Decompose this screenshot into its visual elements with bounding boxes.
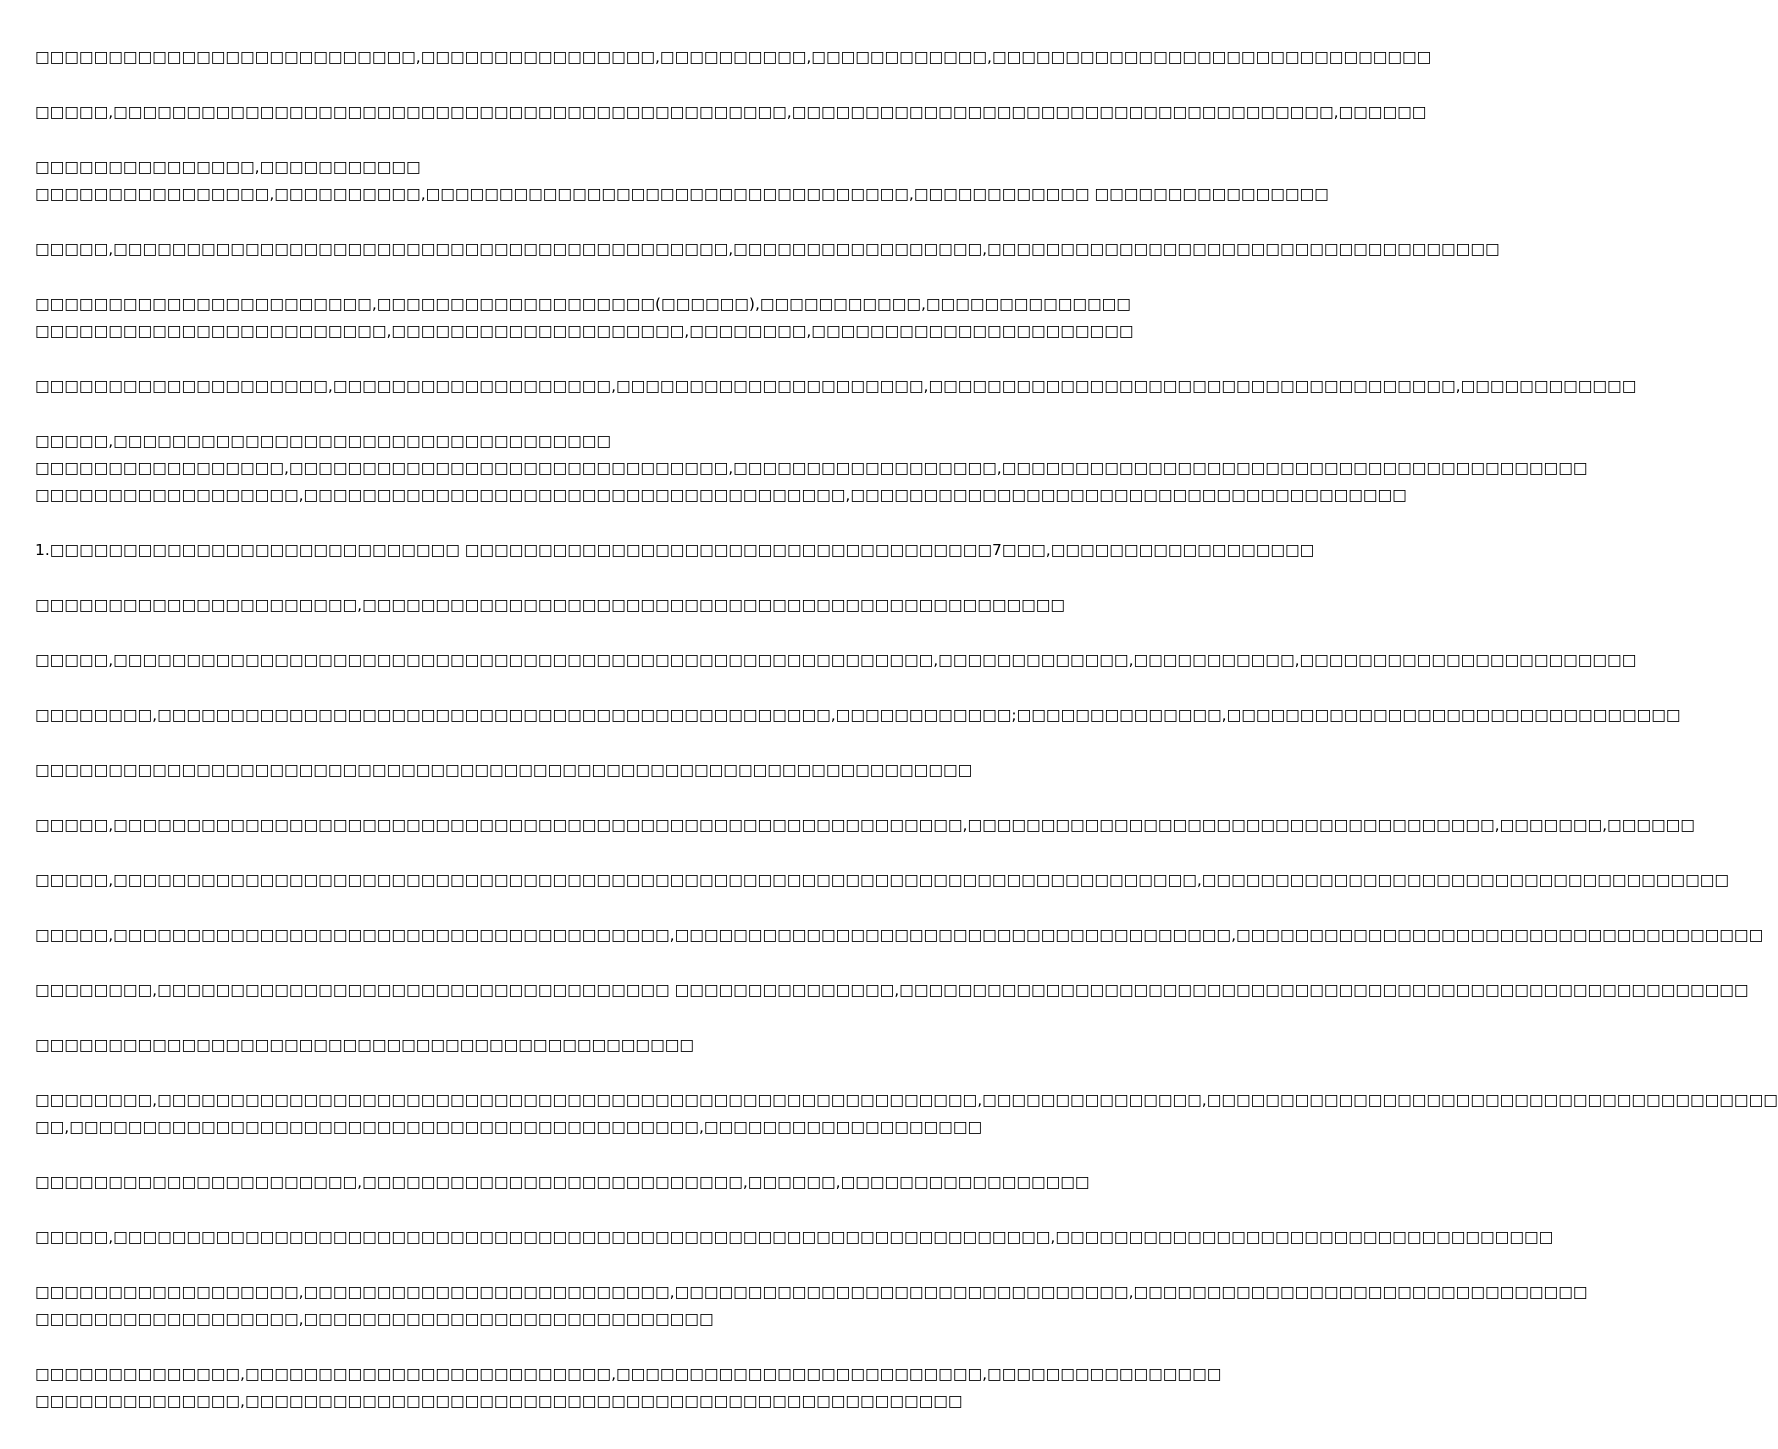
paragraph-line: □□□□□,□□□□□□□□□□□□□□□□□□□□□□□□□□□□□□□□□□□□□□□□□□□□□□□□□□□□□□□□□□□□□□□□□□□□□□□□□□,□□□□□□□□□□□□□□□□□□□□□□□□□□□□□□□□□□□□ [35,871,1730,889]
paragraph-line: 1.□□□□□□□□□□□□□□□□□□□□□□□□□□□□ □□□□□□□□□□□□□□□□□□□□□□□□□□□□□□□□□□□□7□□□,□□□□□□□□□□□□□□□□□□ [35,541,1315,559]
paragraph-line: □□□□□□□□□□□□□□□□□□□□□□,□□□□□□□□□□□□□□□□□□□□□□□□□□□□□□□□□□□□□□□□□□□□□□□□ [35,596,1066,614]
paragraph [35,757,989,784]
paragraph [35,236,1500,263]
paragraph [35,1361,1222,1415]
paragraph-line: □□□□□□□□□□□□□□□□□□□□□□□,□□□□□□□□□□□□□□□□□□□(□□□□□□),□□□□□□□□□□□,□□□□□□□□□□□□□□ [35,295,1131,313]
paragraph-line: □□□□□□□□□□□□□□□□□□,□□□□□□□□□□□□□□□□□□□□□□□□□□□□□□□□□□□□□,□□□□□□□□□□□□□□□□□□□□□□□□□□□□□□□□□□□□□□ [35,486,1407,504]
paragraph-line: □□□□□□□□□□□□□□□□□□□□□□□□□□,□□□□□□□□□□□□□□□□,□□□□□□□□□□,□□□□□□□□□□□□,□□□□□□□□□□□□□□□□□□□□□□□□□□□□□□ [35,48,1432,66]
paragraph [35,1087,1778,1141]
paragraph-line: □□□□□,□□□□□□□□□□□□□□□□□□□□□□□□□□□□□□□□□□□□□□□□□□□□□□,□□□□□□□□□□□□□□□□□□□□□□□□□□□□□□□□□□□□□,□□□□□□ [35,103,1427,121]
paragraph [35,99,1427,126]
paragraph [35,1032,989,1059]
paragraph-line: □□□□□□□□,□□□□□□□□□□□□□□□□□□□□□□□□□□□□□□□□□□□□□□□□□□□□□□□□□□□□□□□□,□□□□□□□□□□□□□□□,□□□□□□□□□□□□□□□□□□□□□□□□□□□□□□□□□□□□□□□ [35,1091,1778,1109]
paragraph [35,44,1432,71]
paragraph [35,291,1134,345]
paragraph [35,647,1637,674]
paragraph-line: □□□□□□□□□□□□□□□□□□□□□□□□□□□□□□□□□□□□□□□□□□□□□ [35,1036,695,1054]
paragraph-line: □□□□□□□□□□□□□□,□□□□□□□□□□□□□□□□□□□□□□□□□,□□□□□□□□□□□□□□□□□□□□□□□□□,□□□□□□□□□□□□□□□□ [35,1365,1222,1383]
paragraph-line: □□□□□□□□,□□□□□□□□□□□□□□□□□□□□□□□□□□□□□□□□□□□ □□□□□□□□□□□□□□□,□□□□□□□□□□□□□□□□□□□□□□□□□□□□□□□□□□□□□□□□□□□□□□□□□□□□□□□□□□ [35,981,1749,999]
paragraph-line: □□□□□□□□□□□□□□□□□,□□□□□□□□□□□□□□□□□□□□□□□□□□□□□□,□□□□□□□□□□□□□□□□□□,□□□□□□□□□□□□□□□□□□□□□□□□□□□□□□□□□□□□□□□□ [35,459,1588,477]
paragraph-line: □□,□□□□□□□□□□□□□□□□□□□□□□□□□□□□□□□□□□□□□□□□□□□,□□□□□□□□□□□□□□□□□□□ [35,1118,983,1136]
paragraph [35,922,1764,949]
document-page [35,44,1778,1449]
paragraph [35,1279,1588,1333]
paragraph [35,1224,1554,1251]
paragraph [35,428,1588,509]
paragraph [35,812,1695,839]
paragraph [35,977,1749,1004]
paragraph-line: □□□□□□□□□□□□□□□□□□□□,□□□□□□□□□□□□□□□□□□□,□□□□□□□□□□□□□□□□□□□□□,□□□□□□□□□□□□□□□□□□□□□□□□□□□□□□□□□□□□,□□□□□□□□□□□□ [35,377,1637,395]
paragraph-line: □□□□□□□□□□□□□□□□□□,□□□□□□□□□□□□□□□□□□□□□□□□□□□□ [35,1310,714,1328]
paragraph-line: □□□□□,□□□□□□□□□□□□□□□□□□□□□□□□□□□□□□□□□□□□□□,□□□□□□□□□□□□□□□□□□□□□□□□□□□□□□□□□□□□□□,□□□□□□□□□□□□□□□□□□□□□□□□□□□□□□□□□□□□ [35,926,1764,944]
paragraph-line: □□□□□,□□□□□□□□□□□□□□□□□□□□□□□□□□□□□□□□□□□□□□□□□□□□□□□□□□□□□□□□,□□□□□□□□□□□□□,□□□□□□□□□□□,□□□□□□□□□□□□□□□□□□□□□□□ [35,651,1637,669]
paragraph [35,867,1730,894]
paragraph-line: □□□□□□□□□□□□□□□□□□,□□□□□□□□□□□□□□□□□□□□□□□□□,□□□□□□□□□□□□□□□□□□□□□□□□□□□□□□□,□□□□□□□□□□□□□□□□□□□□□□□□□□□□□□□ [35,1283,1588,1301]
paragraph-line: □□□□□□□□□□□□□□□□□□□□□□,□□□□□□□□□□□□□□□□□□□□□□□□□□,□□□□□□,□□□□□□□□□□□□□□□□□ [35,1173,1090,1191]
paragraph-line: □□□□□□□□□□□□□□□,□□□□□□□□□□□ [35,158,421,176]
document-body [35,44,1778,1415]
paragraph-line: □□□□□,□□□□□□□□□□□□□□□□□□□□□□□□□□□□□□□□□□□□□□□□□□□□□□□□□□□□□□□□□□□□□□□□,□□□□□□□□□□□□□□□□□□□□□□□□□□□□□□□□□□ [35,1228,1554,1246]
paragraph [35,702,1681,729]
paragraph-line: □□□□□□□□□□□□□□,□□□□□□□□□□□□□□□□□□□□□□□□□□□□□□□□□□□□□□□□□□□□□□□□□ [35,1392,963,1410]
paragraph-line: □□□□□,□□□□□□□□□□□□□□□□□□□□□□□□□□□□□□□□□□□□□□□□□□□□□□□□□□□□□□□□□□,□□□□□□□□□□□□□□□□□□□□□□□□□□□□□□□□□□□□,□□□□□□□,□□□□□□ [35,816,1695,834]
paragraph [35,1169,1090,1196]
paragraph [35,373,1637,400]
paragraph-line: □□□□□□□□,□□□□□□□□□□□□□□□□□□□□□□□□□□□□□□□□□□□□□□□□□□□□□□,□□□□□□□□□□□□;□□□□□□□□□□□□□□,□□□□□□□□□□□□□□□□□□□□□□□□□□□□□□□ [35,706,1681,724]
paragraph [35,154,1329,208]
paragraph [35,537,1315,564]
paragraph-line: □□□□□□□□□□□□□□□□,□□□□□□□□□□,□□□□□□□□□□□□□□□□□□□□□□□□□□□□□□□□□,□□□□□□□□□□□□ □□□□□□□□□□□□□□□□ [35,185,1329,203]
paragraph-line: □□□□□,□□□□□□□□□□□□□□□□□□□□□□□□□□□□□□□□□□ [35,432,612,450]
paragraph [35,592,1066,619]
paragraph-line: □□□□□□□□□□□□□□□□□□□□□□□□□□□□□□□□□□□□□□□□□□□□□□□□□□□□□□□□□□□□□□□□ [35,761,973,779]
paragraph-line: □□□□□□□□□□□□□□□□□□□□□□□□,□□□□□□□□□□□□□□□□□□□□,□□□□□□□□,□□□□□□□□□□□□□□□□□□□□□□ [35,322,1134,340]
paragraph-line: □□□□□,□□□□□□□□□□□□□□□□□□□□□□□□□□□□□□□□□□□□□□□□□□,□□□□□□□□□□□□□□□□□,□□□□□□□□□□□□□□□□□□□□□□□□□□□□□□□□□□□ [35,240,1500,258]
